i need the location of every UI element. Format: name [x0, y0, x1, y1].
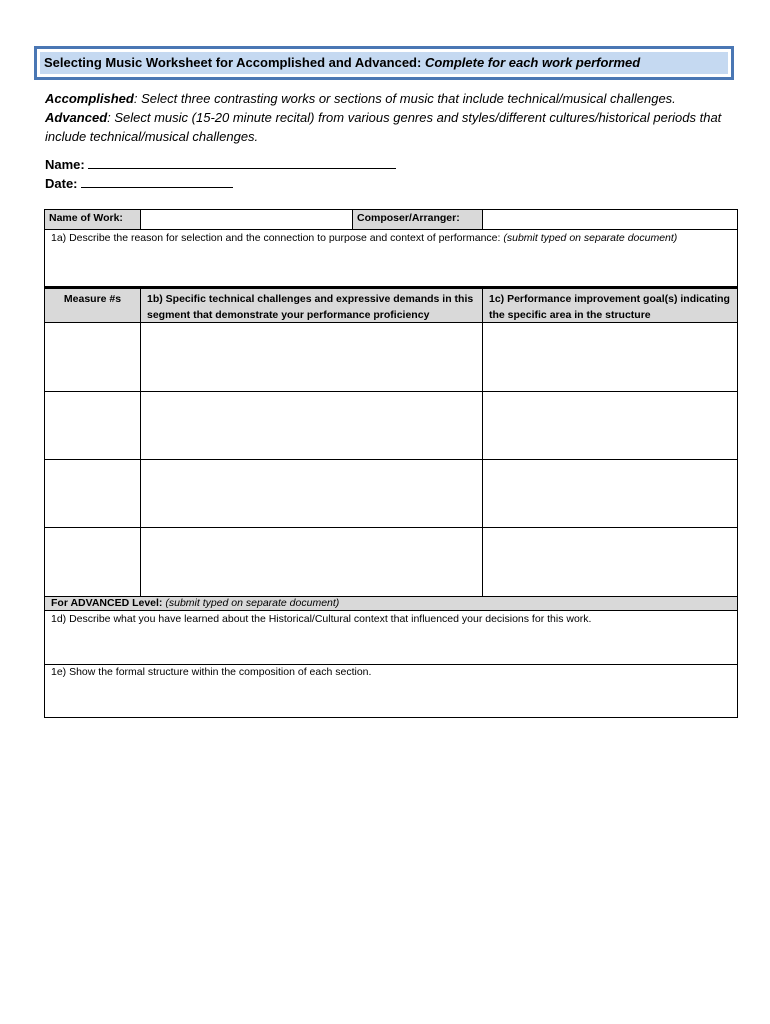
name-line[interactable]	[88, 155, 396, 169]
goal-cell[interactable]	[483, 392, 737, 459]
date-label: Date:	[45, 176, 78, 191]
composer-label: Composer/Arranger:	[353, 210, 483, 230]
measure-header: Measure #s	[63, 293, 122, 305]
date-field[interactable]	[45, 174, 233, 191]
date-line[interactable]	[81, 174, 233, 188]
advanced-text: : Select music (15-20 minute recital) from various genres and styles/different cultures/historical periods that include technical/musical challenges.	[45, 110, 722, 144]
worksheet-title	[40, 52, 728, 74]
question-1e[interactable]: 1e) Show the formal structure within the composition of each section.	[51, 666, 372, 678]
col-1c-header: 1c) Performance improvement goal(s) indicating the specific area in the structure	[489, 293, 730, 321]
worksheet-title-box	[34, 46, 734, 80]
question-1d[interactable]: 1d) Describe what you have learned about the Historical/Cultural context that influenced your decisions for this work.	[51, 613, 592, 625]
measure-cell[interactable]	[45, 460, 140, 527]
accomplished-label: Accomplished	[45, 91, 134, 106]
advanced-level-note: (submit typed on separate document)	[165, 597, 340, 609]
challenges-cell[interactable]	[141, 392, 482, 459]
advanced-instruction	[45, 108, 735, 146]
question-1a[interactable]	[51, 230, 731, 247]
advanced-header	[51, 595, 339, 611]
title-italic: Complete for each work performed	[424, 55, 641, 70]
goal-cell[interactable]	[483, 528, 737, 596]
goal-cell[interactable]	[483, 324, 737, 391]
worksheet-table	[44, 209, 738, 718]
question-1a-note: (submit typed on separate document)	[503, 232, 678, 244]
accomplished-text: : Select three contrasting works or sections of music that include technical/musical challenges.	[133, 91, 676, 106]
question-1a-text: 1a) Describe the reason for selection and the connection to purpose and context of performance:	[51, 232, 501, 244]
challenges-cell[interactable]	[141, 460, 482, 527]
challenges-cell[interactable]	[141, 324, 482, 391]
challenges-cell[interactable]	[141, 528, 482, 596]
name-field[interactable]	[45, 155, 396, 172]
instructions	[45, 89, 735, 146]
name-of-work-field[interactable]	[141, 210, 353, 230]
advanced-level-label: For ADVANCED Level:	[51, 597, 163, 609]
name-label: Name:	[45, 157, 85, 172]
measure-cell[interactable]	[45, 392, 140, 459]
measure-cell[interactable]	[45, 324, 140, 391]
composer-field[interactable]	[483, 210, 737, 230]
advanced-label: Advanced	[45, 110, 108, 125]
accomplished-instruction	[45, 89, 735, 108]
goal-cell[interactable]	[483, 460, 737, 527]
title-main: Selecting Music Worksheet for Accomplished and Advanced:	[44, 55, 422, 70]
col-1b-header: 1b) Specific technical challenges and expressive demands in this segment that demonstrate your performance proficiency	[147, 293, 474, 321]
measure-cell[interactable]	[45, 528, 140, 596]
name-of-work-label: Name of Work:	[45, 210, 141, 230]
